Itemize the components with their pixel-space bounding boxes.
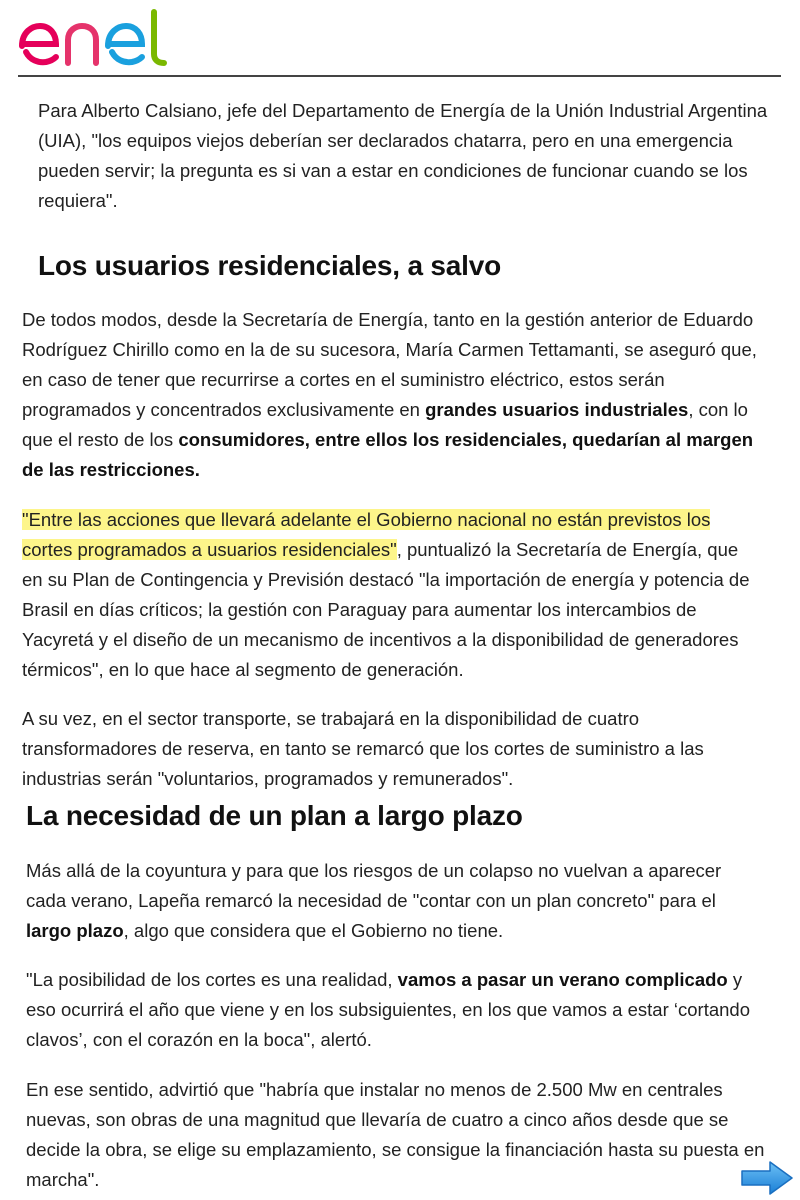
bold-consumidores: consumidores, entre ellos los residenciales, quedarían al margen de las restricciones. — [22, 429, 754, 480]
page-header — [18, 0, 781, 77]
bold-verano-complicado: vamos a pasar un verano complicado — [397, 969, 728, 990]
section-heading-largo-plazo: La necesidad de un plan a largo plazo — [26, 800, 523, 831]
next-page-button[interactable] — [740, 1160, 794, 1196]
section-heading-residenciales: Los usuarios residenciales, a salvo — [38, 250, 501, 281]
bold-grandes-usuarios: grandes usuarios industriales — [425, 399, 689, 420]
paragraph-transporte: A su vez, en el sector transporte, se trabajará en la disponibilidad de cuatro transformadores de reserva, en tanto se remarcó que los cortes de suministro a las industrias serán "voluntarios, programados y remunerados". — [22, 708, 704, 789]
paragraph-centrales: En ese sentido, advirtió que "habría que instalar no menos de 2.500 Mw en centrales nuevas, son obras de una magnitud que llevaría de cuatro a cinco años desde que se decide la obra, se elige su emplazamiento, se consigue la financiación hasta su puesta en marcha". — [26, 1079, 765, 1190]
paragraph-highlighted-quote: "Entre las acciones que llevará adelante el Gobierno nacional no están previstos los cortes programados a usuarios residenciales", puntualizó la Secretaría de Energía, que en su Plan de Contingencia y Previsión destacó "la importación de energía y potencia de Brasil en días críticos; la gestión con Paraguay para aumentar los intercambios de Yacyretá y el diseño de un mecanismo de incentivos a la disponibilidad de generadores térmicos", en lo que hace al segmento de generación. — [22, 509, 750, 680]
enel-logo[interactable] — [18, 8, 178, 75]
quote-paragraph — [38, 96, 778, 216]
highlighted-quote: "Entre las acciones que llevará adelante el Gobierno nacional no están previstos los cortes programados a usuarios residenciales" — [22, 509, 711, 560]
paragraph-lapena: Más allá de la coyuntura y para que los riesgos de un colapso no vuelvan a aparecer cada verano, Lapeña remarcó la necesidad de "contar con un plan concreto" para el largo plazo, algo que considera que el Gobierno no tiene. — [26, 860, 722, 941]
paragraph-cortes: "La posibilidad de los cortes es una realidad, vamos a pasar un verano complicado y eso ocurrirá el año que viene y en los subsiguientes, en los que vamos a estar ‘cortando clavos’, con el corazón en la boca", alertó. — [26, 969, 750, 1050]
paragraph-secretaria: De todos modos, desde la Secretaría de Energía, tanto en la gestión anterior de Eduardo Rodríguez Chirillo como en la de su sucesora, María Carmen Tettamanti, se aseguró que, en caso de tener que recurrirse a cortes en el suministro eléctrico, estos serán programados y concentrados exclusivamente en grandes usuarios industriales, con lo que el resto de los consumidores, entre ellos los residenciales, quedarían al margen de las restricciones. — [22, 309, 757, 480]
enel-logo-mark — [18, 8, 178, 70]
quote-text: Para Alberto Calsiano, jefe del Departamento de Energía de la Unión Industrial Argentina (UIA), "los equipos viejos deberían ser declarados chatarra, pero en una emergencia pueden servir; la pregunta es si van a estar en condiciones de funcionar cuando se los requiera". — [38, 100, 768, 211]
arrow-right-icon — [740, 1160, 794, 1196]
bold-largo-plazo: largo plazo — [26, 920, 124, 941]
